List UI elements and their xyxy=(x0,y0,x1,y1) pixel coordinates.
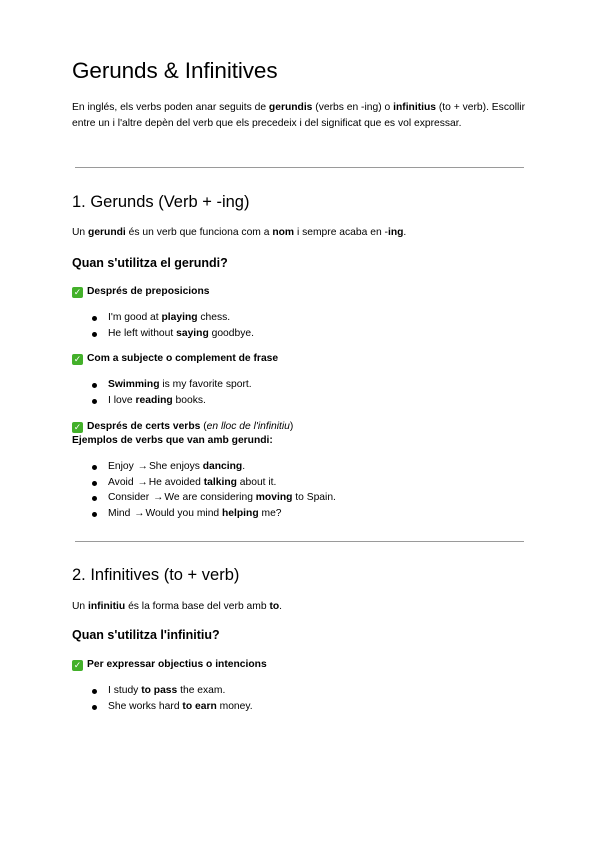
infinitive-subheading: Quan s'utilitza l'infinitiu? xyxy=(72,628,220,642)
group-label xyxy=(72,351,278,366)
intro-text: (to + verb). Escollir entre un i l'altre depèn del verb que els precedeix i del significat que es vol expressar. xyxy=(72,102,525,129)
item-text: We are considering xyxy=(164,492,256,503)
definition-bold: to xyxy=(269,601,280,612)
intro-bold: infinitius xyxy=(393,102,437,113)
group-label xyxy=(72,419,293,434)
definition-bold: infinitiu xyxy=(88,601,126,612)
item-text: money. xyxy=(216,700,253,712)
page-title: Gerunds & Infinitives xyxy=(72,58,278,83)
item-bold: moving xyxy=(255,492,293,503)
verb-name: Avoid xyxy=(108,476,134,488)
list-item xyxy=(108,475,336,491)
group-note: en lloc de l'infinitiu xyxy=(206,421,290,432)
verb-name: Consider xyxy=(108,492,150,503)
list-item xyxy=(108,699,253,715)
item-text: to Spain. xyxy=(292,492,336,503)
item-text: the exam. xyxy=(177,685,226,696)
item-text: me? xyxy=(258,507,282,519)
item-text: She works hard xyxy=(108,700,183,712)
list-item xyxy=(108,490,336,506)
list-item xyxy=(108,683,253,699)
divider xyxy=(75,541,524,542)
item-text: I study xyxy=(108,685,142,696)
item-text: He left without xyxy=(108,327,177,339)
definition-text: . xyxy=(403,227,407,238)
verb-name: Mind xyxy=(108,507,131,519)
definition-text: Un xyxy=(72,601,89,612)
group-label xyxy=(72,284,209,299)
gerund-definition xyxy=(72,225,406,240)
section-heading-gerunds: 1. Gerunds (Verb + -ing) xyxy=(72,193,250,211)
item-bold: dancing xyxy=(202,461,243,472)
item-text: Would you mind xyxy=(145,507,223,519)
intro-text: (verbs en -ing) o xyxy=(312,102,394,113)
group-label-text: Com a subjecte o complement de frase xyxy=(87,353,279,364)
list-item xyxy=(108,377,252,393)
item-bold: Swimming xyxy=(108,379,160,390)
item-bold: playing xyxy=(161,312,198,323)
definition-bold: ing xyxy=(387,227,404,238)
check-mark-icon: ✓ xyxy=(73,660,82,670)
item-text: chess. xyxy=(197,312,231,323)
item-text: books. xyxy=(172,394,206,406)
definition-bold: gerundi xyxy=(88,227,126,238)
group-label xyxy=(72,657,267,672)
intro-bold: gerundis xyxy=(268,102,313,113)
arrow-icon: → xyxy=(134,507,145,519)
item-text: He avoided xyxy=(148,476,204,488)
group-label-text: Per expressar objectius o intencions xyxy=(87,659,267,670)
definition-text: Un xyxy=(72,227,89,238)
arrow-icon: → xyxy=(153,492,164,503)
arrow-icon: → xyxy=(137,461,148,472)
list-item xyxy=(108,310,254,326)
note-paren: ( xyxy=(200,421,207,432)
definition-text: i sempre acaba en - xyxy=(294,227,388,238)
item-text: about it. xyxy=(236,476,277,488)
item-text: She enjoys xyxy=(148,461,203,472)
infinitive-definition xyxy=(72,599,282,614)
gerund-subheading: Quan s'utilitza el gerundi? xyxy=(72,256,228,270)
group-label-text: Després de certs verbs xyxy=(87,421,201,432)
example-list xyxy=(108,310,254,341)
note-paren: ) xyxy=(289,421,294,432)
item-bold: saying xyxy=(176,327,209,339)
list-item xyxy=(108,459,336,475)
intro-text: En inglés, els verbs poden anar seguits de xyxy=(72,102,269,113)
check-mark-icon: ✓ xyxy=(73,354,82,364)
verb-name: Enjoy xyxy=(108,461,134,472)
example-list xyxy=(108,683,253,714)
definition-bold: nom xyxy=(272,227,295,238)
item-text: . xyxy=(242,461,246,472)
intro-paragraph xyxy=(72,100,528,132)
item-text: I'm good at xyxy=(108,312,162,323)
item-bold: to earn xyxy=(182,700,217,712)
group-label-text: Després de preposicions xyxy=(87,286,210,297)
section-heading-infinitives: 2. Infinitives (to + verb) xyxy=(72,566,240,584)
list-item xyxy=(108,393,252,409)
item-bold: reading xyxy=(135,394,173,406)
item-text: goodbye. xyxy=(208,327,254,339)
item-text: I love xyxy=(108,394,136,406)
check-mark-icon: ✓ xyxy=(73,287,82,297)
item-bold: to pass xyxy=(141,685,178,696)
definition-text: és la forma base del verb amb xyxy=(125,601,270,612)
definition-text: . xyxy=(279,601,283,612)
example-list xyxy=(108,377,252,408)
definition-text: és un verb que funciona com a xyxy=(125,227,273,238)
list-item xyxy=(108,326,254,342)
item-bold: helping xyxy=(222,507,259,519)
item-bold: talking xyxy=(203,476,237,488)
group-sub-label: Ejemplos de verbs que van amb gerundi: xyxy=(72,435,273,446)
verb-example-list xyxy=(108,459,336,521)
check-mark-icon: ✓ xyxy=(73,422,82,432)
list-item xyxy=(108,506,336,522)
divider xyxy=(75,167,524,168)
item-text: is my favorite sport. xyxy=(159,379,252,390)
arrow-icon: → xyxy=(137,476,148,488)
